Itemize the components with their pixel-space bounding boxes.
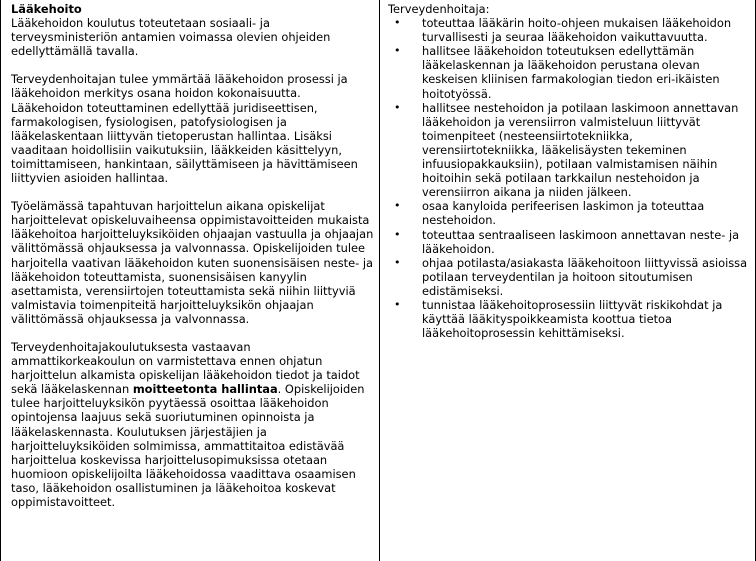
competence-list [388,16,749,340]
right-heading: Terveydenhoitaja: [388,2,490,16]
list-item: • toteuttaa sentraaliseen laskimoon annettavan neste- ja lääkehoidon. [422,228,749,256]
list-item: • toteuttaa lääkärin hoito-ohjeen mukaisen lääkehoidon turvallisesti ja seuraa lääkehoidon vaikuttavuutta. [422,16,749,44]
paragraph-1: Lääkehoidon koulutus toteutetaan sosiaali- ja terveysministeriön antamien voimassa olevien ohjeiden edellyttämällä tavalla. [11,16,331,59]
list-item: • hallitsee nestehoidon ja potilaan laskimoon annettavan lääkehoidon ja verensiirron valmisteluun liittyvät toimenpiteet (nesteensiirtotekniikka, verensiirtotekniikka, lääkelisäysten tekeminen infuusiopakkauksiin), potilaan valmistamisen näihin hoitoihin sekä potilaan tarkkailun nestehoidon ja verensiirron aikana ja niiden jälkeen. [422,101,749,200]
paragraph-4-text-a: Terveydenhoitajakoulutuksesta vastaavan ammattikorkeakoulun on varmistettava ennen ohjatun harjoittelun alkamista opiskelijan lääkehoidon tiedot ja taidot sekä lääkelaskennan [11,339,360,397]
list-item: • ohjaa potilasta/asiakasta lääkehoitoon liittyvissä asioissa potilaan terveydentilan ja hoitoon sitoutumisen edistämiseksi. [422,256,749,298]
list-item: • tunnistaa lääkehoitoprosessiin liittyvät riskikohdat ja käyttää lääkityspoikkeamista koottua tietoa lääkehoitoprosessin kehittämiseksi. [422,298,749,340]
paragraph-4-text-b: . Opiskelijoiden tulee harjoitteluyksikön pyytäessä osoittaa lääkehoidon opintojensa laajuus sekä suoriutuminen opinnoista ja lääkelaskennasta. Koulutuksen järjestäjien ja harjoitteluyksiköiden solmimissa, ammattitaitoa edistävää harjoittelua koskevissa harjoittelusopimuksissa otetaan huomioon opiskelijoilta lääkehoidossa vaadittava osaamisen taso, lääkehoidon osallistuminen ja lääkehoitoa koskevat oppimistavoitteet. [11,382,365,509]
paragraph-4-bold: moitteetonta hallintaa [132,382,278,397]
list-item: • osaa kanyloida perifeerisen laskimon ja toteuttaa nestehoidon. [422,199,749,227]
paragraph-4 [11,340,374,509]
paragraph-3: Työelämässä tapahtuvan harjoittelun aikana opiskelijat harjoittelevat opiskeluvaiheensa oppimistavoitteiden mukaista lääkehoitoa harjoitteluyksiköiden ohjaajan vastuulla ja ohjaajan välittömässä ohjauksessa ja valvonnassa. Opiskelijoiden tulee harjoitella vaativan lääkehoidon kuten suonensisäisen neste- ja lääkehoidon toteuttamista, suonensisäisen kanyylin asettamista, verensiirtojen toteuttamista sekä niihin liittyviä valmistavia toimenpiteitä harjoitteluyksikön ohjaajan välittömässä ohjauksessa ja valvonnassa. [11,199,374,326]
right-column [379,0,756,561]
paragraph-2: Terveydenhoitajan tulee ymmärtää lääkehoidon prosessi ja lääkehoidon merkitys osana hoidon kokonaisuutta. Lääkehoidon toteuttaminen edellyttää juridiseettisen, farmakologisen, fysiologisen, patofysiologisen ja lääkelaskentaan liittyvän tietoperustan hallintaa. Lisäksi vaaditaan hoidollisiin vaikutuksiin, lääkkeiden käsittelyyn, toimittamiseen, hankintaan, säilyttämiseen ja hävittämiseen liittyvien asioiden hallintaa. [11,72,358,186]
list-item: • hallitsee lääkehoidon toteutuksen edellyttämän lääkelaskennan ja lääkehoidon perustana olevan keskeisen kliinisen farmakologian tiedon eri-ikäisten hoitotyössä. [422,44,749,100]
section-title: Lääkehoito [11,2,82,16]
